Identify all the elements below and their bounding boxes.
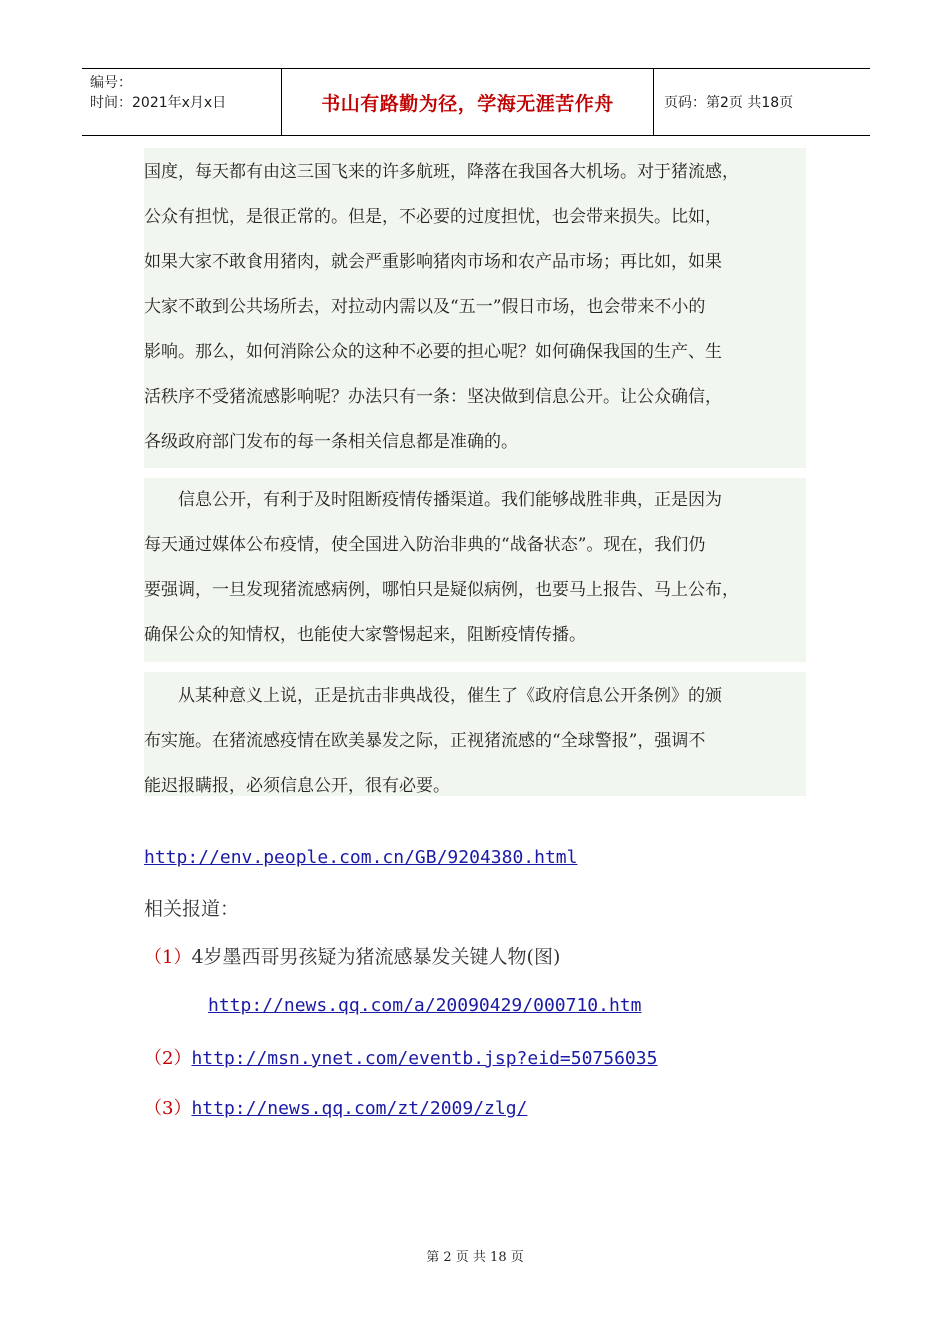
date-label: 时间：2021年x月x日 <box>90 95 227 111</box>
related-item-1-link-line <box>208 994 641 1016</box>
serial-label: 编号： <box>90 75 132 91</box>
related-item-label: （1） <box>144 947 192 968</box>
text-line: 要强调，一旦发现猪流感病例，哪怕只是疑似病例，也要马上报告、马上公布， <box>144 580 739 600</box>
related-item-label: （3） <box>144 1098 192 1119</box>
page-header <box>82 68 870 136</box>
header-motto: 书山有路勤为径，学海无涯苦作舟 <box>282 69 654 135</box>
text-line: 活秩序不受猪流感影响呢？办法只有一条：坚决做到信息公开。让公众确信， <box>144 387 722 407</box>
paragraph-3 <box>144 674 808 809</box>
text-line: 大家不敢到公共场所去，对拉动内需以及“五一”假日市场，也会带来不小的 <box>144 297 706 317</box>
related-item-3 <box>144 1094 527 1120</box>
text-line: 每天通过媒体公布疫情，使全国进入防治非典的“战备状态”。现在，我们仍 <box>144 535 706 555</box>
header-page-info: 页码：第2页 共18页 <box>664 95 794 111</box>
source-link[interactable]: http://env.people.com.cn/GB/9204380.html <box>144 847 578 868</box>
related-title: 相关报道： <box>144 898 240 920</box>
text-line: 影响。那么，如何消除公众的这种不必要的担心呢？如何确保我国的生产、生 <box>144 342 722 362</box>
text-line: 从某种意义上说，正是抗击非典战役，催生了《政府信息公开条例》的颁 <box>144 686 722 706</box>
page-footer: 第 2 页 共 18 页 <box>426 1250 524 1265</box>
text-line: 各级政府部门发布的每一条相关信息都是准确的。 <box>144 432 518 452</box>
text-line: 公众有担忧，是很正常的。但是，不必要的过度担忧，也会带来损失。比如， <box>144 207 722 227</box>
related-item-label: （2） <box>144 1048 192 1069</box>
related-item-link[interactable]: http://news.qq.com/a/20090429/000710.htm <box>208 995 642 1016</box>
text-line: 信息公开，有利于及时阻断疫情传播渠道。我们能够战胜非典，正是因为 <box>144 490 722 510</box>
text-line: 国度，每天都有由这三国飞来的许多航班，降落在我国各大机场。对于猪流感， <box>144 162 739 182</box>
text-line: 确保公众的知情权，也能使大家警惕起来，阻断疫情传播。 <box>144 625 586 645</box>
source-link-line <box>144 846 577 868</box>
related-item-2 <box>144 1044 657 1070</box>
text-line: 布实施。在猪流感疫情在欧美暴发之际，正视猪流感的“全球警报”，强调不 <box>144 731 706 751</box>
text-line: 如果大家不敢食用猪肉，就会严重影响猪肉市场和农产品市场；再比如，如果 <box>144 252 722 272</box>
related-item-1 <box>144 942 560 969</box>
header-meta <box>82 69 282 135</box>
related-item-link[interactable]: http://msn.ynet.com/eventb.jsp?eid=50756035 <box>191 1048 658 1069</box>
related-item-text: 4岁墨西哥男孩疑为猪流感暴发关键人物(图) <box>191 946 561 968</box>
text-line: 能迟报瞒报，必须信息公开，很有必要。 <box>144 776 450 796</box>
paragraph-2 <box>144 478 808 658</box>
paragraph-1 <box>144 150 808 465</box>
related-item-link[interactable]: http://news.qq.com/zt/2009/zlg/ <box>191 1098 528 1119</box>
